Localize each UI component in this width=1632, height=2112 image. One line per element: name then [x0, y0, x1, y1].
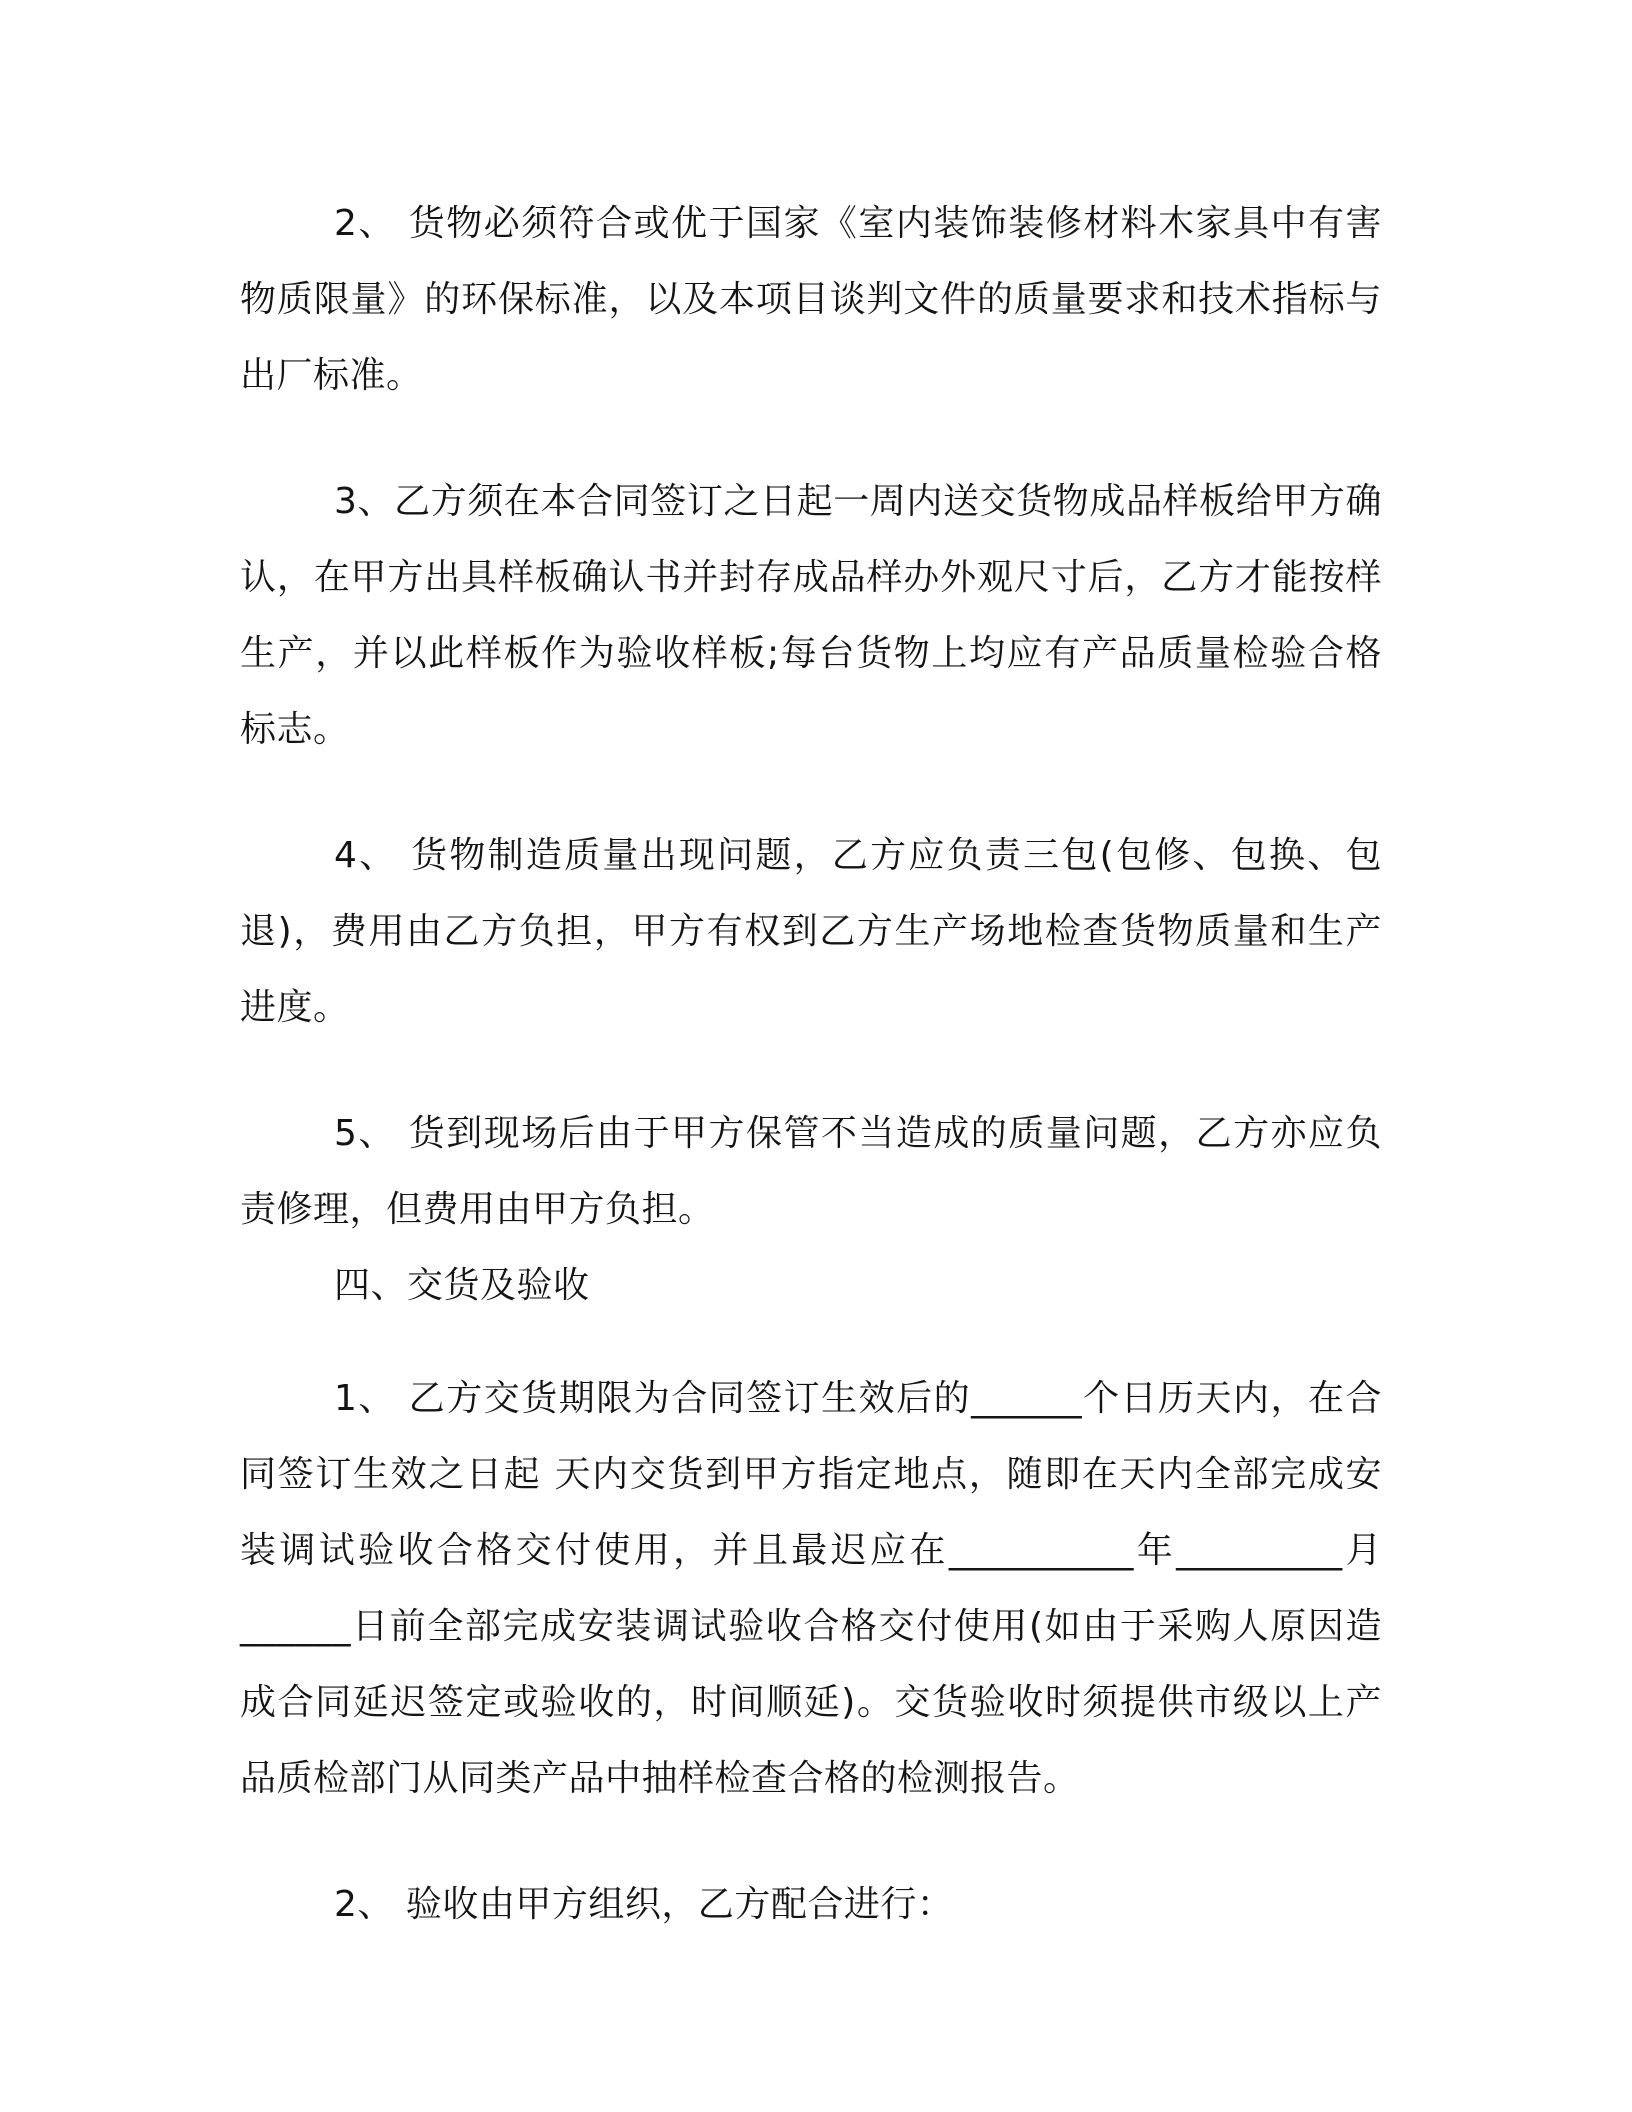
blank-day-field: ______ [240, 1606, 351, 1647]
document-body [240, 186, 1382, 1943]
blank-month-field: _________ [1176, 1530, 1343, 1571]
blank-year-field: __________ [948, 1530, 1134, 1571]
clause-4-1-month-label: 月 [1342, 1530, 1382, 1571]
clause-3-2: 2、 货物必须符合或优于国家《室内装饰装修材料木家具中有害物质限量》的环保标准，以及本项目谈判文件的质量要求和技术指标与出厂标准。 [240, 203, 1382, 396]
clause-3-4: 4、 货物制造质量出现问题，乙方应负责三包(包修、包换、包退)，费用由乙方负担，甲方有权到乙方生产场地检查货物质量和生产进度。 [240, 835, 1382, 1028]
clause-4-1-text-c: 日前全部完成安装调试验收合格交付使用(如由于采购人原因造成合同延迟签定或验收的，时间顺延)。交货验收时须提供市级以上产品质检部门从同类产品中抽样检查合格的检测报告。 [240, 1606, 1382, 1799]
clause-4-2: 2、 验收由甲方组织，乙方配合进行： [334, 1884, 954, 1925]
clause-4-1-text-a: 1、 乙方交货期限为合同签订生效后的 [334, 1378, 972, 1419]
clause-4-1-text-b: 个日历天内，在合同签订生效之日起 天内交货到甲方指定地点，随即在天内全部完成安装调试验收合格交付使用，并且最迟应在 [240, 1378, 1382, 1571]
section-4-heading: 四、交货及验收 [334, 1265, 590, 1306]
blank-days-field: ______ [971, 1378, 1083, 1419]
clause-4-1 [240, 1361, 1382, 1817]
clause-4-1-year-label: 年 [1133, 1530, 1177, 1571]
clause-3-3: 3、乙方须在本合同签订之日起一周内送交货物成品样板给甲方确认，在甲方出具样板确认书并封存成品样办外观尺寸后，乙方才能按样生产，并以此样板作为验收样板;每台货物上均应有产品质量检验合格标志。 [240, 481, 1382, 750]
clause-3-5: 5、 货到现场后由于甲方保管不当造成的质量问题，乙方亦应负责修理，但费用由甲方负担。 [240, 1113, 1382, 1230]
